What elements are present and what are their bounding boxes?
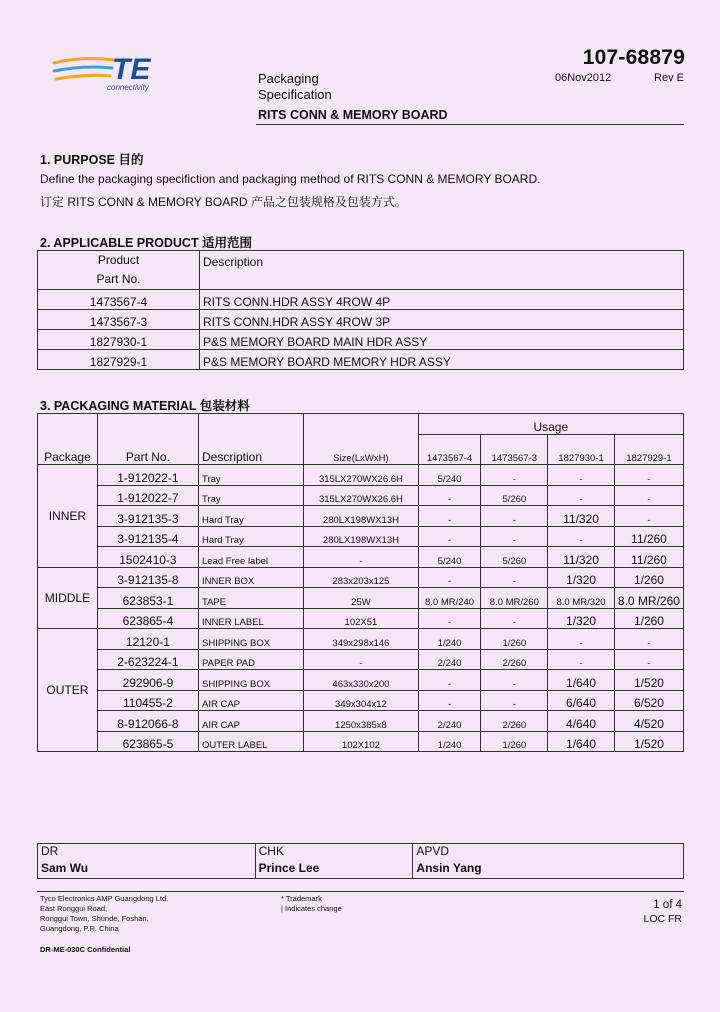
package-group: OUTER [38, 629, 98, 752]
desc-header: Description [199, 414, 304, 465]
material-size: 315LX270WX26.6H [304, 485, 418, 506]
product-header-cell [38, 251, 200, 290]
material-part-no: 2-623224-1 [97, 649, 198, 670]
purpose-text-en: Define the packaging specifiction and packaging method of RITS CONN & MEMORY BOARD. [40, 172, 541, 186]
material-size: 25W [304, 588, 418, 609]
material-usage: - [418, 485, 481, 506]
product-part-no: 1827929-1 [38, 350, 200, 370]
material-usage: - [418, 670, 481, 691]
material-usage: - [481, 670, 548, 691]
trademark-note: * Trademark [281, 894, 322, 903]
material-part-no: 12120-1 [97, 629, 198, 650]
product-header-line1: Product [97, 253, 140, 267]
product-part-no: 1473567-4 [38, 290, 200, 310]
footer-divider [37, 891, 684, 892]
material-usage: 5/240 [418, 465, 481, 486]
usage-col-header: 1827930-1 [548, 435, 615, 465]
material-size: 315LX270WX26.6H [304, 465, 418, 486]
te-connectivity-logo [52, 52, 172, 94]
material-part-no: 623865-4 [97, 608, 198, 629]
address-line: East Ronggui Road, [40, 904, 108, 913]
material-description: TAPE [199, 588, 304, 609]
material-part-no: 292906-9 [97, 670, 198, 691]
material-size: 1250x385x8 [304, 711, 418, 732]
material-usage: 1/240 [418, 731, 481, 752]
company-address [40, 894, 168, 934]
title-divider [256, 124, 684, 125]
material-row [38, 690, 684, 711]
material-usage: - [481, 690, 548, 711]
material-usage: 11/260 [614, 526, 683, 547]
product-description: P&S MEMORY BOARD MAIN HDR ASSY [200, 330, 684, 350]
material-description: AIR CAP [199, 711, 304, 732]
usage-col-header: 1827929-1 [614, 435, 683, 465]
material-size: 349x304x12 [304, 690, 418, 711]
material-usage: 5/260 [481, 547, 548, 568]
material-row [38, 567, 684, 588]
usage-header: Usage [418, 414, 683, 435]
material-usage: 2/260 [481, 649, 548, 670]
material-usage: 11/320 [548, 547, 615, 568]
material-row [38, 731, 684, 752]
document-number: 107-68879 [582, 46, 685, 69]
material-part-no: 3-912135-8 [97, 567, 198, 588]
material-size: 463x330x200 [304, 670, 418, 691]
material-description: Tray [199, 485, 304, 506]
material-usage: - [614, 649, 683, 670]
material-usage: - [481, 567, 548, 588]
material-row [38, 608, 684, 629]
material-usage: - [418, 526, 481, 547]
material-usage: 8.0 MR/240 [418, 588, 481, 609]
material-row [38, 588, 684, 609]
material-description: AIR CAP [199, 690, 304, 711]
product-row [38, 310, 684, 330]
product-description: P&S MEMORY BOARD MEMORY HDR ASSY [200, 350, 684, 370]
material-usage: - [418, 690, 481, 711]
material-usage: 8.0 MR/260 [481, 588, 548, 609]
material-description: Tray [199, 465, 304, 486]
signoff-table [37, 843, 684, 879]
material-part-no: 110455-2 [97, 690, 198, 711]
address-line: Tyco Electronics AMP Guangdong Ltd. [40, 894, 169, 903]
material-row [38, 526, 684, 547]
document-title: RITS CONN & MEMORY BOARD [258, 108, 448, 122]
doc-type-line2: Specification [258, 87, 332, 102]
chk-name: Prince Lee [255, 861, 413, 879]
material-usage: 1/260 [481, 731, 548, 752]
material-usage: 4/520 [614, 711, 683, 732]
apvd-name: Ansin Yang [413, 861, 684, 879]
material-usage: 1/240 [418, 629, 481, 650]
material-size: 349x298x146 [304, 629, 418, 650]
material-usage: 1/520 [614, 731, 683, 752]
material-size: 102X51 [304, 608, 418, 629]
usage-col-header: 1473567-4 [418, 435, 481, 465]
part-header: Part No. [97, 414, 198, 465]
material-usage: - [614, 485, 683, 506]
material-size: - [304, 649, 418, 670]
document-revision: Rev E [654, 72, 684, 84]
material-description: INNER LABEL [199, 608, 304, 629]
material-row [38, 711, 684, 732]
material-row [38, 547, 684, 568]
material-size: 102X102 [304, 731, 418, 752]
material-description: PAPER PAD [199, 649, 304, 670]
material-row [38, 629, 684, 650]
material-description: SHIPPING BOX [199, 670, 304, 691]
material-usage: - [418, 567, 481, 588]
material-usage: 1/640 [548, 731, 615, 752]
address-line: Ronggui Town, Shunde, Foshan, [40, 914, 149, 923]
address-line: Guangdong, P.R. China [40, 924, 119, 933]
material-usage: - [548, 465, 615, 486]
material-usage: - [548, 649, 615, 670]
material-usage: - [481, 608, 548, 629]
product-header-line2: Part No. [96, 272, 141, 286]
material-usage: 2/240 [418, 711, 481, 732]
dr-label: DR [38, 844, 256, 862]
material-part-no: 8-912066-8 [97, 711, 198, 732]
material-part-no: 3-912135-4 [97, 526, 198, 547]
material-usage: - [548, 485, 615, 506]
trademark-notes [281, 894, 342, 914]
material-usage: 1/640 [548, 670, 615, 691]
product-row [38, 330, 684, 350]
packaging-material-table [37, 413, 684, 752]
loc-code: LOC FR [643, 913, 682, 925]
size-header: Size(LxWxH) [304, 414, 418, 465]
material-description: INNER BOX [199, 567, 304, 588]
material-usage: - [481, 506, 548, 527]
material-usage: - [614, 465, 683, 486]
material-usage: - [548, 526, 615, 547]
material-row [38, 465, 684, 486]
material-part-no: 1502410-3 [97, 547, 198, 568]
material-usage: 5/260 [481, 485, 548, 506]
material-size: 280LX198WX13H [304, 506, 418, 527]
material-usage: - [548, 629, 615, 650]
material-part-no: 3-912135-3 [97, 506, 198, 527]
package-header: Package [38, 414, 98, 465]
material-usage: - [418, 506, 481, 527]
product-part-no: 1473567-3 [38, 310, 200, 330]
material-usage: - [418, 608, 481, 629]
product-row [38, 290, 684, 310]
section3-heading: 3. PACKAGING MATERIAL 包装材料 [40, 399, 250, 413]
material-size: 280LX198WX13H [304, 526, 418, 547]
product-description: RITS CONN.HDR ASSY 4ROW 3P [200, 310, 684, 330]
svg-text:TE: TE [112, 53, 151, 86]
page-number: 1 of 4 [653, 899, 682, 911]
material-usage: - [614, 506, 683, 527]
material-usage: 1/320 [548, 608, 615, 629]
material-size: 283x203x125 [304, 567, 418, 588]
material-part-no: 623853-1 [97, 588, 198, 609]
svg-text:connectivity: connectivity [107, 83, 149, 92]
doc-type-line1: Packaging [258, 71, 319, 86]
material-row [38, 506, 684, 527]
product-row [38, 350, 684, 370]
material-usage: 8.0 MR/320 [548, 588, 615, 609]
material-usage: 2/260 [481, 711, 548, 732]
material-row [38, 670, 684, 691]
change-note: | Indicates change [281, 904, 342, 913]
material-usage: - [481, 465, 548, 486]
chk-label: CHK [255, 844, 413, 862]
material-description: Lead Free label [199, 547, 304, 568]
form-number: DR-ME-030C Confidential [40, 945, 131, 954]
material-usage: - [481, 526, 548, 547]
material-row [38, 649, 684, 670]
apvd-label: APVD [413, 844, 684, 862]
section2-heading: 2. APPLICABLE PRODUCT 适用范围 [40, 236, 253, 250]
dr-name: Sam Wu [38, 861, 256, 879]
material-usage: 11/260 [614, 547, 683, 568]
material-usage: 1/520 [614, 670, 683, 691]
usage-col-header: 1473567-3 [481, 435, 548, 465]
material-description: Hard Tray [199, 506, 304, 527]
product-part-no: 1827930-1 [38, 330, 200, 350]
material-part-no: 1-912022-7 [97, 485, 198, 506]
material-usage: 11/320 [548, 506, 615, 527]
material-part-no: 623865-5 [97, 731, 198, 752]
material-row [38, 485, 684, 506]
document-date: 06Nov2012 [555, 72, 612, 84]
applicable-product-table [37, 250, 684, 370]
material-usage: 6/520 [614, 690, 683, 711]
product-description: RITS CONN.HDR ASSY 4ROW 4P [200, 290, 684, 310]
material-usage: 5/240 [418, 547, 481, 568]
material-usage: 1/260 [614, 567, 683, 588]
material-usage: 1/260 [614, 608, 683, 629]
package-group: INNER [38, 465, 98, 568]
description-header: Description [200, 251, 684, 290]
material-size: - [304, 547, 418, 568]
material-description: SHIPPING BOX [199, 629, 304, 650]
material-description: Hard Tray [199, 526, 304, 547]
material-part-no: 1-912022-1 [97, 465, 198, 486]
material-usage: 4/640 [548, 711, 615, 732]
material-description: OUTER LABEL [199, 731, 304, 752]
material-usage: 8.0 MR/260 [614, 588, 683, 609]
material-usage: 1/260 [481, 629, 548, 650]
material-usage: 1/320 [548, 567, 615, 588]
material-usage: 6/640 [548, 690, 615, 711]
section1-heading: 1. PURPOSE 目的 [40, 153, 144, 167]
package-group: MIDDLE [38, 567, 98, 629]
material-usage: 2/240 [418, 649, 481, 670]
purpose-text-cn: 订定 RITS CONN & MEMORY BOARD 产品之包装规格及包装方式。 [40, 195, 407, 209]
material-usage: - [614, 629, 683, 650]
